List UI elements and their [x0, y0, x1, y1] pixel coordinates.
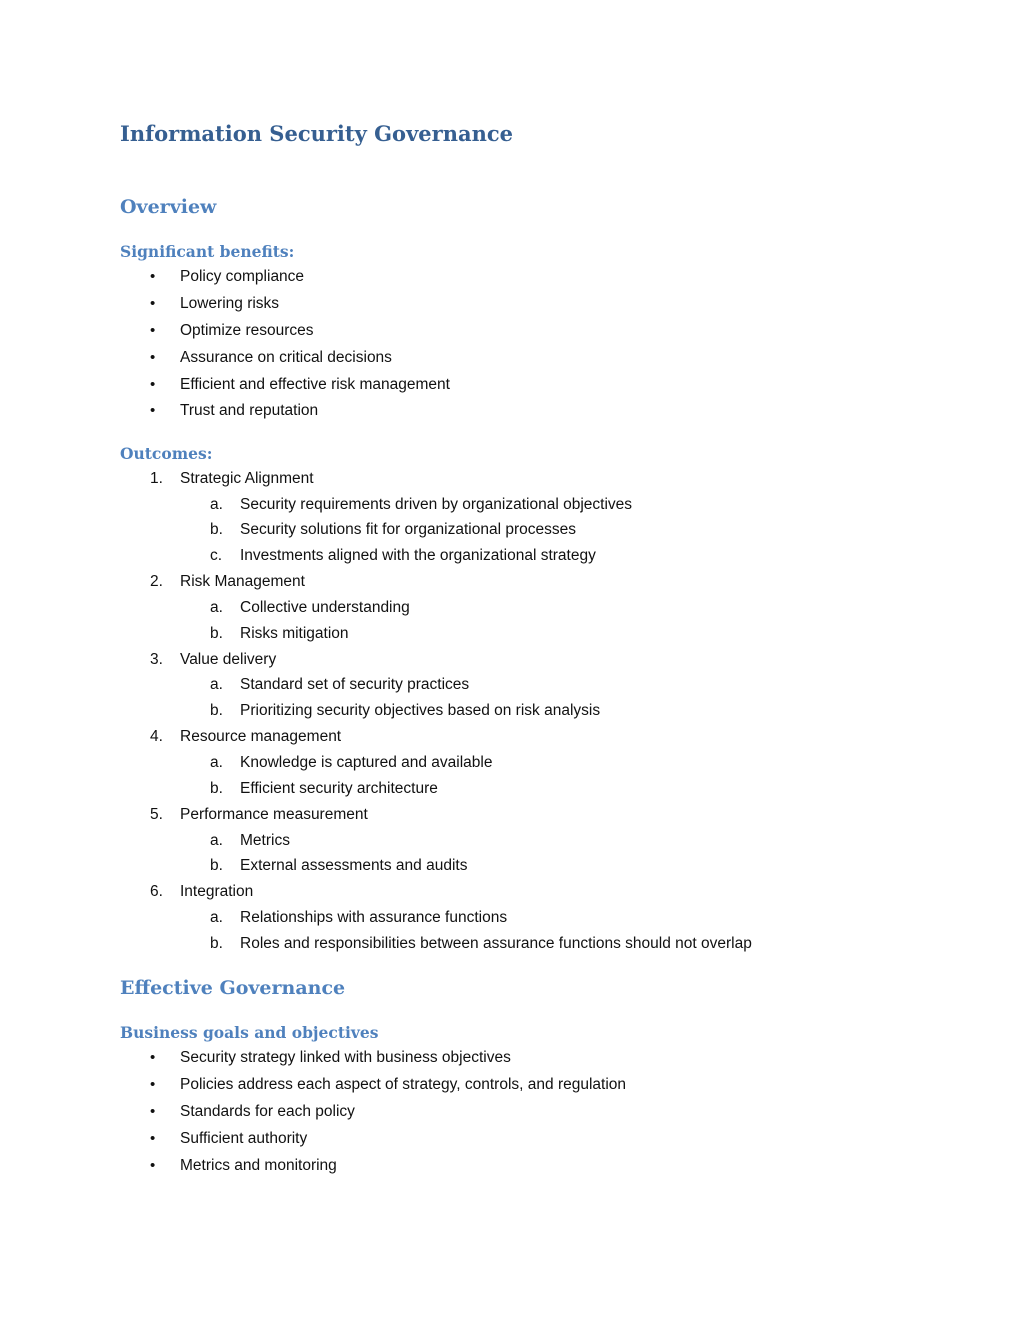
bullet-icon: • [150, 322, 156, 339]
list-letter: a. [210, 832, 223, 849]
list-letter: a. [210, 754, 223, 771]
outcome-item: Strategic Alignment [180, 470, 314, 487]
list-letter: a. [210, 496, 223, 513]
outcome-subitem: Metrics [240, 832, 290, 849]
outcome-subitem: Knowledge is captured and available [240, 754, 493, 771]
outcome-subitem: Security solutions fit for organizational processes [240, 521, 576, 538]
outcome-subitem: Standard set of security practices [240, 676, 470, 693]
bullet-icon: • [150, 295, 156, 312]
list-letter: b. [210, 521, 223, 538]
bullet-icon: • [150, 1157, 156, 1174]
outcome-subitem: External assessments and audits [240, 857, 468, 874]
bullet-icon: • [150, 376, 156, 393]
document-page: Information Security Governance Overview Significant benefits: • Policy compliance • Lowering risks • Optimize resources • Assurance on critical decisions • Efficient and effective risk management • Trust and reputation Outcomes: 1. Strategic Alignment a. Security requirements driven by organizational objectives b. Security solutions fit for organizational processes c. Investments aligned with the organizational strategy 2. Risk Management a. Collective understanding b. Risks mitigation 3. Value delivery a. Standard set of security practices b. Prioritizing security objectives based on risk analysis 4. Resource management a. Knowledge is captured and available b. Efficient security architecture 5. Performance measurement a. Metrics b. External assessments and audits 6. Integration a. Relationships with assurance functions b. Roles and responsibilities between assurance functions should not overlap Effective Governance Business goals and objectives • Security strategy linked with business objectives • Policies address each aspect of strategy, controls, and regulation • Standards for each policy • Sufficient authority • Metrics and monitoring [120, 121, 752, 1174]
outcome-item: Value delivery [180, 651, 277, 668]
bullet-icon: • [150, 268, 156, 285]
list-number: 2. [150, 573, 163, 590]
bullet-icon: • [150, 1130, 156, 1147]
effective-governance-heading: Effective Governance [120, 977, 346, 999]
bullet-icon: • [150, 402, 156, 419]
list-letter: a. [210, 676, 223, 693]
outcomes-heading: Outcomes: [120, 444, 213, 463]
outcome-subitem: Efficient security architecture [240, 780, 438, 797]
list-number: 4. [150, 728, 163, 745]
outcome-item: Performance measurement [180, 806, 368, 823]
business-goals-heading: Business goals and objectives [120, 1023, 379, 1042]
outcome-subitem: Security requirements driven by organizational objectives [240, 496, 633, 513]
list-letter: a. [210, 909, 223, 926]
bullet-icon: • [150, 349, 156, 366]
outcome-subitem: Relationships with assurance functions [240, 909, 508, 926]
bullet-icon: • [150, 1103, 156, 1120]
list-letter: c. [210, 547, 223, 564]
outcome-item: Risk Management [180, 573, 305, 590]
list-letter: b. [210, 625, 223, 642]
bullet-icon: • [150, 1049, 156, 1066]
outcome-item: Resource management [180, 728, 342, 745]
bullet-icon: • [150, 1076, 156, 1093]
document-title: Information Security Governance [120, 121, 513, 146]
list-number: 1. [150, 470, 163, 487]
outcome-subitem: Risks mitigation [240, 625, 349, 642]
list-letter: b. [210, 702, 223, 719]
list-number: 5. [150, 806, 163, 823]
list-letter: b. [210, 780, 223, 797]
benefits-heading: Significant benefits: [120, 242, 295, 261]
list-number: 3. [150, 651, 163, 668]
list-letter: b. [210, 857, 223, 874]
list-letter: b. [210, 935, 223, 952]
list-number: 6. [150, 883, 163, 900]
overview-heading: Overview [120, 196, 217, 218]
outcome-item: Integration [180, 883, 254, 900]
outcome-subitem: Investments aligned with the organizational strategy [240, 547, 596, 564]
outcome-subitem: Roles and responsibilities between assurance functions should not overlap [240, 935, 752, 952]
outcome-subitem: Collective understanding [240, 599, 410, 616]
outcome-subitem: Prioritizing security objectives based on risk analysis [240, 702, 601, 719]
list-letter: a. [210, 599, 223, 616]
